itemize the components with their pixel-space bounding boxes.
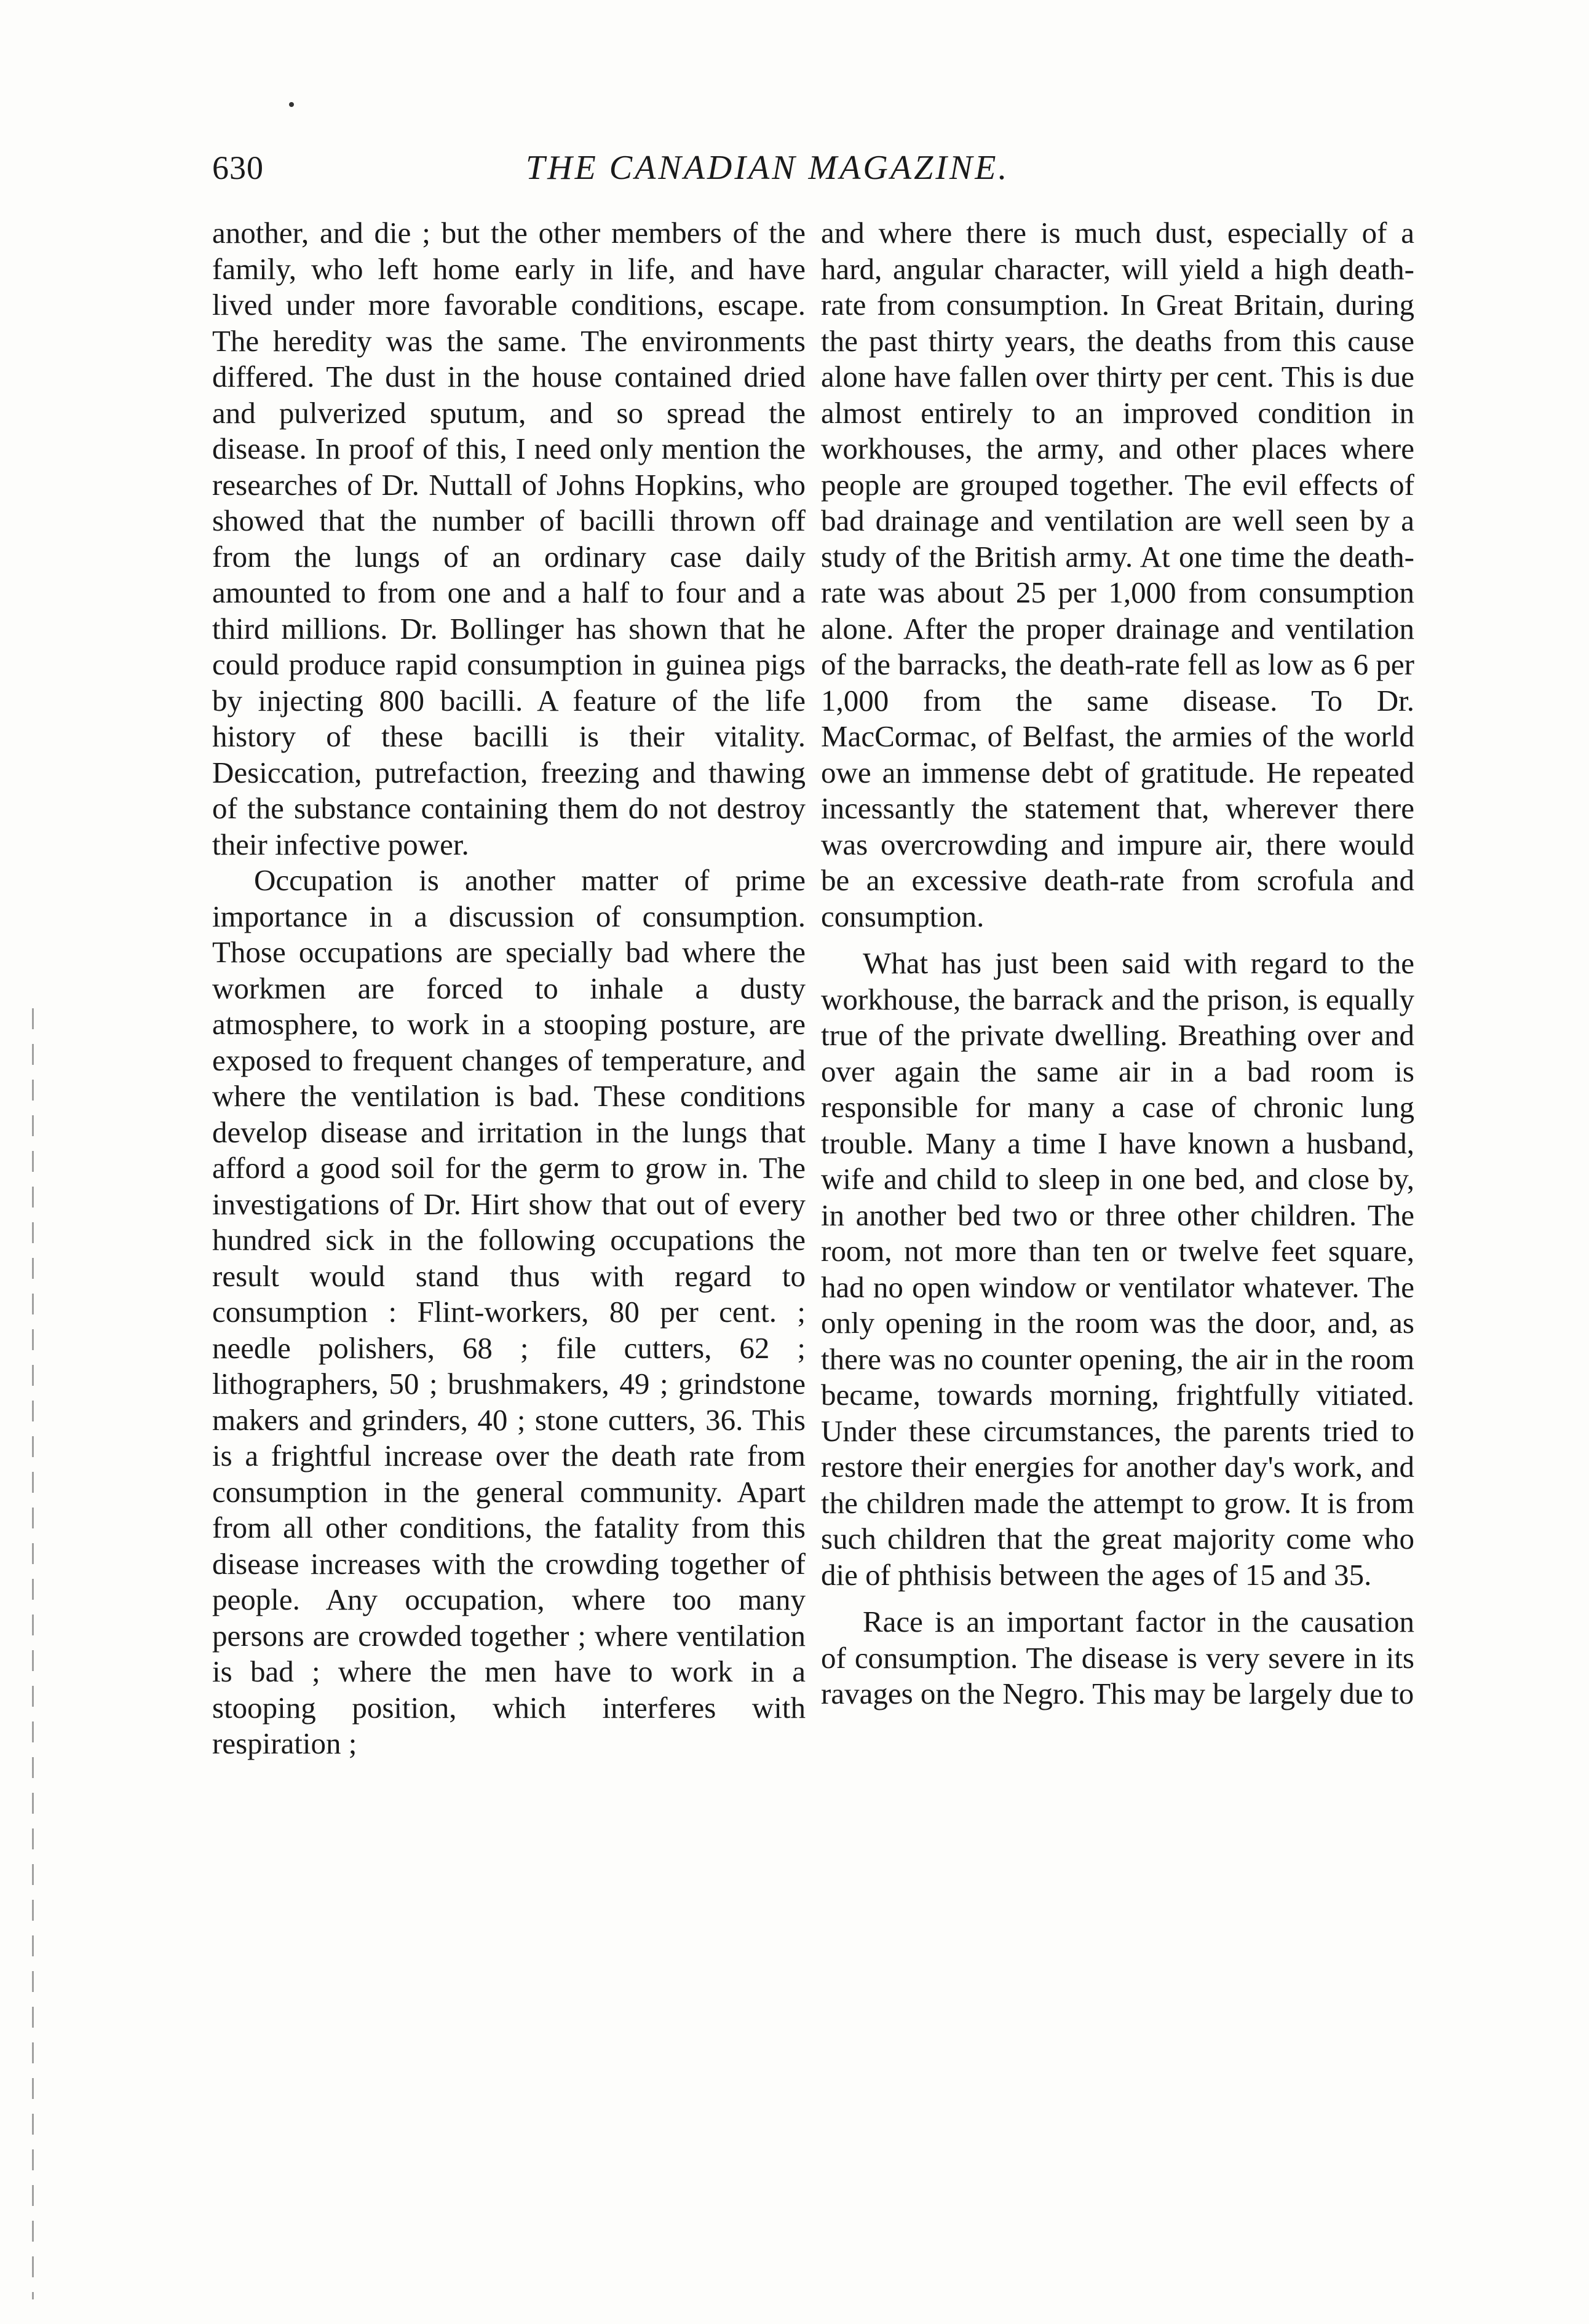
binding-edge-marks xyxy=(32,1008,34,2299)
paragraph-private-dwelling: What has just been said with regard to the workhouse, the barrack and the prison, is equally true of the private dwelling. Breathing over and over again the same air in a bad room is responsible for many a case of chronic lung trouble. Many a time I have known a husband, wife and child to sleep in one bed, and close by, in another bed two or three other children. The room, not more than ten or twelve feet square, had no open window or ventilator whatever. The only opening in the room was the door, and, as there was no counter opening, the air in the room became, towards morning, frightfully vitiated. Under these circumstances, the parents tried to restore their energies for another day's work, and the children made the attempt to grow. It is from such children that the great majority come who die of phthisis between the ages of 15 and 35. xyxy=(821,946,1414,1592)
paragraph-race: Race is an important factor in the causation of consumption. The disease is very severe in its ravages on the Negro. This may be largely due to xyxy=(821,1605,1414,1710)
paragraph-continued-dust: and where there is much dust, especially of a hard, angular character, will yield a high death-rate from consumption. In Great Britain, during the past thirty years, the deaths from this cause alone have fallen over thirty per cent. This is due almost entirely to an improved condition in workhouses, the army, and other places where people are grouped together. The evil effects of bad drainage and ventilation are well seen by a study of the British army. At one time the death-rate was about 25 per 1,000 from consumption alone. After the proper drainage and ventilation of the barracks, the death-rate fell as low as 6 per 1,000 from the same disease. To Dr. MacCormac, of Belfast, the armies of the world owe an immense debt of gratitude. He repeated incessantly the statement that, wherever there was overcrowding and impure air, there would be an excessive death-rate from scrofula and consumption. xyxy=(821,216,1414,933)
page-number: 630 xyxy=(212,149,264,186)
running-title: THE CANADIAN MAGAZINE. xyxy=(526,149,1010,187)
paragraph-continued: another, and die ; but the other members of the family, who left home early in life, and have lived under more favorable conditions, escape. The heredity was the same. The environments differed. The dust in the house contained dried and pulverized sputum, and so spread the disease. In proof of this, I need only mention the researches of Dr. Nuttall of Johns Hopkins, who showed that the number of bacilli thrown off from the lungs of an ordinary case daily amounted to from one and a half to four and a third millions. Dr. Bollinger has shown that he could produce rapid consumption in guinea pigs by injecting 800 bacilli. A feature of the life history of these bacilli is their vitality. Desiccation, putrefaction, freezing and thawing of the substance containing them do not destroy their infective power. xyxy=(212,216,806,861)
paragraph-occupation: Occupation is another matter of prime importance in a discussion of consumption. Those occupations are specially bad where the workmen are forced to inhale a dusty atmosphere, to work in a stooping posture, are exposed to frequent changes of temperature, and where the ventilation is bad. These conditions develop disease and irritation in the lungs that afford a good soil for the germ to grow in. The investigations of Dr. Hirt show that out of every hundred sick in the following occupations the result would stand thus with regard to consumption : Flint-workers, 80 per cent. ; needle polishers, 68 ; file cutters, 62 ; lithographers, 50 ; brushmakers, 49 ; grindstone makers and grinders, 40 ; stone cutters, 36. This is a frightful increase over the death rate from consumption in the general community. Apart from all other conditions, the fatality from this disease increases with the crowding together of people. Any occupation, where too many persons are crowded together ; where ventilation is bad ; where the men have to work in a stooping position, which interferes with respiration ; xyxy=(212,863,806,1760)
right-column xyxy=(821,215,1414,1712)
ink-speck xyxy=(289,102,294,107)
page-header xyxy=(212,148,1417,197)
left-column xyxy=(212,215,806,1762)
